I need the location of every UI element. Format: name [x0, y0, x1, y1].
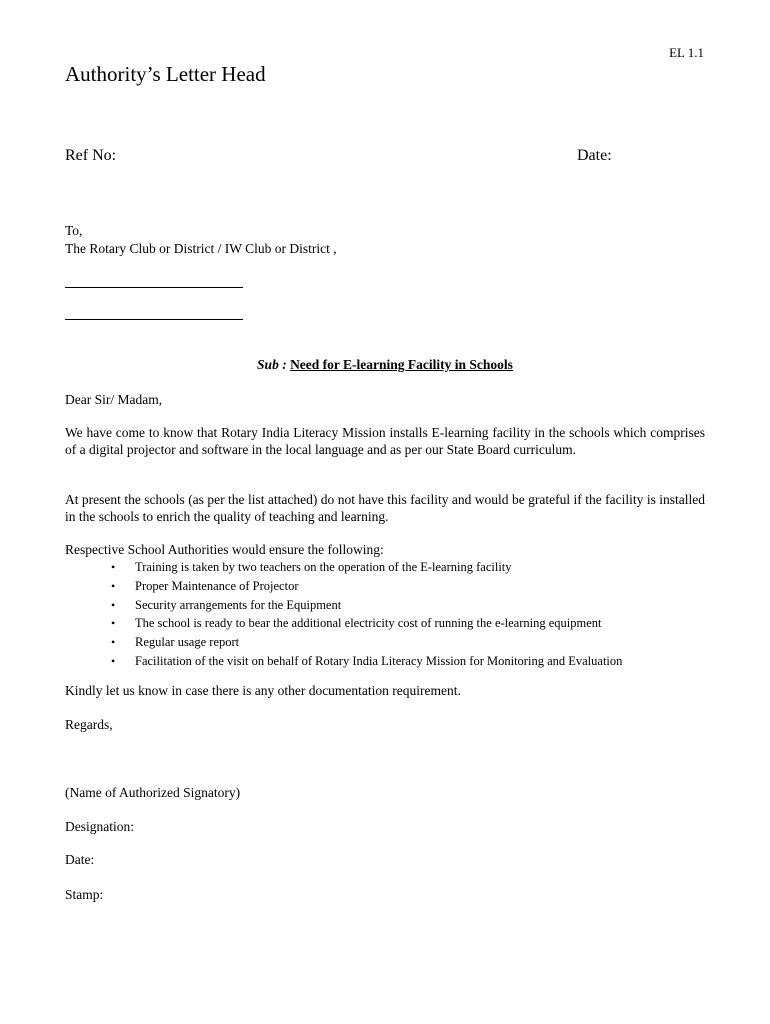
subject-label: Sub : [257, 357, 287, 372]
bullet-icon: • [111, 578, 116, 593]
bullet-icon: • [111, 653, 116, 668]
list-item [108, 633, 622, 652]
address-blank-line-1 [65, 287, 243, 288]
list-item-text: Training is taken by two teachers on the operation of the E-learning facility [135, 560, 512, 574]
date-label-bottom: Date: [65, 852, 95, 867]
list-item [108, 577, 622, 596]
recipient-block [65, 222, 337, 258]
document-code: EL 1.1 [669, 45, 704, 60]
letterhead-title: Authority’s Letter Head [65, 62, 266, 86]
list-item-text: Security arrangements for the Equipment [135, 597, 342, 612]
date-label-top: Date: [577, 147, 612, 164]
list-item-text: The school is ready to bear the additional electricity cost of running the e-learning equipment [135, 616, 602, 631]
ref-no-label: Ref No: [65, 147, 117, 164]
addressee-line: The Rotary Club or District / IW Club or District , [65, 241, 337, 256]
paragraph-responsibilities-intro: Respective School Authorities would ensure the following: [65, 542, 384, 557]
paragraph-present-status: At present the schools (as per the list attached) do not have this facility and would be grateful if the facility is installed in the schools to enrich the quality of teaching and learning. [65, 492, 705, 524]
list-item [108, 596, 622, 615]
signatory-name: (Name of Authorized Signatory) [65, 785, 241, 800]
list-item [108, 558, 622, 577]
list-item-text: Regular usage report [135, 635, 240, 650]
salutation: Dear Sir/ Madam, [65, 392, 163, 407]
paragraph-intro: We have come to know that Rotary India Literacy Mission installs E-learning facility in the schools which comprises of a digital projector and software in the local language and as per our State Board curriculum. [65, 425, 705, 457]
stamp-label: Stamp: [65, 887, 104, 902]
bullet-icon: • [111, 560, 116, 574]
closing-sentence: Kindly let us know in case there is any other documentation requirement. [65, 683, 461, 698]
list-item [108, 652, 622, 671]
subject-text: Need for E-learning Facility in Schools [290, 357, 513, 372]
subject-line [0, 357, 770, 373]
regards-line: Regards, [65, 717, 113, 732]
list-item [108, 614, 622, 633]
bullet-icon: • [111, 635, 116, 650]
address-blank-line-2 [65, 319, 243, 320]
bullet-icon: • [111, 597, 116, 612]
bullet-icon: • [111, 616, 116, 631]
designation-label: Designation: [65, 819, 134, 834]
list-item-text: Proper Maintenance of Projector [135, 578, 299, 593]
list-item-text: Facilitation of the visit on behalf of Rotary India Literacy Mission for Monitoring and Evaluation [135, 653, 623, 668]
to-line: To, [65, 223, 83, 238]
responsibilities-list [108, 558, 622, 671]
